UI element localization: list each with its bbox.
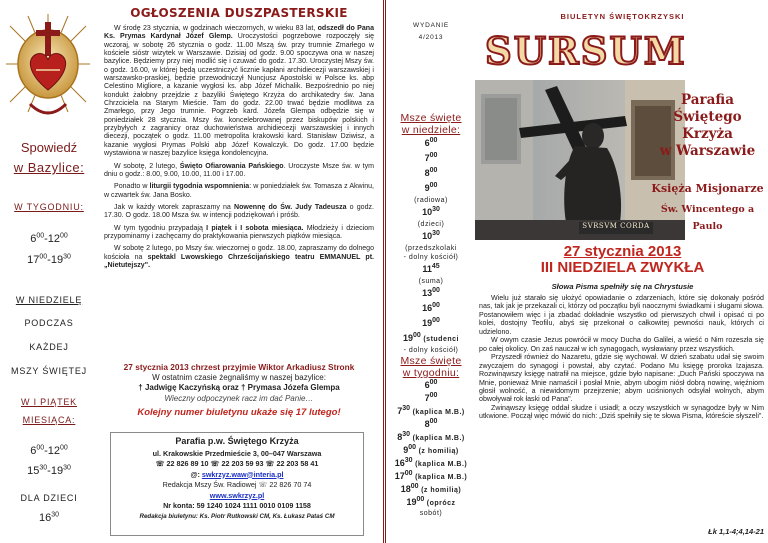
first-friday-label-2: MIESIĄCA: xyxy=(22,415,76,425)
confession-location: w Bazylice: xyxy=(13,160,85,175)
gospel-paragraph-2: W owym czasie Jezus powrócił w mocy Ducha do Galilei, a wieść o Nim rozeszła się po całej okolicy. On zaś nauczał w ich synagogach, wysławiany przez wszystkich. xyxy=(479,336,764,353)
gospel-title: Słowa Pisma spełniły się na Chrystusie xyxy=(551,282,694,291)
gospel-reference: Łk 1,1-4;4,14-21 xyxy=(708,527,764,536)
sunday-label-3: KAŻDEJ xyxy=(29,342,69,352)
parish-name: Parafia p.w. Świętego Krzyża xyxy=(175,436,299,446)
radio-contact: Redakcja Mszy Św. Radiowej ☏ 22 826 70 74 xyxy=(162,480,312,489)
confession-heading: Spowiedź xyxy=(20,140,78,155)
gospel-paragraph-1: Wielu już starało się ułożyć opowiadanie o zdarzeniach, które się dokonały pośród nas, tak jak je przekazali ci, którzy od początku byli naocznymi świadkami i sługami słowa. Postanowiłem więc i ja zbadać dokładnie wszystko od pierwszych chwil i opisać ci po kolei, dostojny Teofilu, abyś się przekonał o całkowitej pewności nauk, których ci udzielono. xyxy=(479,294,764,336)
first-friday-label: W I PIĄTEK xyxy=(20,397,77,407)
bulletin-label: BIULETYN ŚWIĘTOKRZYSKI xyxy=(560,12,685,21)
parish-phones: ☏ 22 826 89 10 ☏ 22 203 59 93 ☏ 22 203 58 41 xyxy=(155,459,319,468)
date-line: 27 stycznia 2013 xyxy=(563,243,682,260)
announcement-4: Jak w każdy wtorek zapraszamy na Nowennę do Św. Judy Tadeusza o godz. 17.30. O godz. 18.00 Msza św. w intencji podziękowań i próśb. xyxy=(104,203,374,220)
statue-plate: SVRSVM CORDA xyxy=(579,222,653,234)
parish-email-link[interactable]: swkrzyz.waw@interia.pl xyxy=(201,469,284,479)
parish-website-link[interactable]: www.swkrzyz.pl xyxy=(209,490,265,500)
sunday-masses: Msze święte w niedziele: $6^{00}$ $7^{00}$ $8^{00}$ $9^{00}$ (radiowa) $10^{30}$ (dzieci) $10^{30}$ (przedszkolaki - dolny kościół) $11^{45}$ (suma) $13^{00}$ $16^{00}$ $19^{00}$ $19^{00}$ (studenci - dolny kościół) Msze święte w tygodniu: $6^{00}$ $7^{00}$ $7^{30}$ (kaplica M.B.) $8^{00}$ $8^{30}$ (kaplica M.B.) $9^{00}$ (z homilią) $16^{30}$ (kaplica M.B.) $17^{00}$ (kaplica M.B.) $18^{00}$ (z homilią) $19^{00}$ (oprócz sobót) xyxy=(386,112,476,518)
gospel-paragraph-4: Zwinąwszy księgę oddał słudze i usiadł; a oczy wszystkich w synagodze były w Nim utkwione. Począł więc mówić do nich: „Dziś spełniły się te słowa Pisma, któreście słyszeli". xyxy=(479,403,764,421)
parish-email-row: @: swkrzyz.waw@interia.pl xyxy=(190,469,284,479)
date-heading xyxy=(477,244,768,276)
sunday-label-4: MSZY ŚWIĘTEJ xyxy=(11,366,87,376)
children-time: $16^{30}$ xyxy=(38,511,60,524)
order-subtitle: Św. Wincentego a Paulo xyxy=(660,204,755,232)
sunday-masses-heading-2: w niedziele: xyxy=(401,124,461,136)
next-issue-notice: Kolejny numer biuletynu ukaże się 17 lutego! xyxy=(137,407,341,418)
sunday-label-2: PODCZAS xyxy=(24,318,74,328)
confession-sidebar xyxy=(0,0,98,543)
parish-title-block xyxy=(647,92,768,235)
sacred-heart-emblem xyxy=(6,12,90,128)
announcements-column xyxy=(100,0,378,543)
farewell-intro: W ostatnim czasie żegnaliśmy w naszej bazylice: xyxy=(152,372,326,382)
anniversary-box xyxy=(100,362,378,419)
farewell-prayer: Wieczny odpoczynek racz im dać Panie… xyxy=(164,393,314,403)
front-page xyxy=(477,0,768,543)
weekday-time-1: $6^{00}-12^{00}$ xyxy=(30,232,68,245)
announcement-1: W środę 23 stycznia, w godzinach wieczornych, w wieku 83 lat, odszedł do Pana Ks. Prymas Kardynał Józef Glemp. Uroczystości pogrzebowe rozpoczęły się wczoraj, w sobotę 26 stycznia o godz. 11.00 Mszą św. przy trumnie Zmarłego w kościele sióstr wizytek w Warszawie. Dzisiaj od godz. 9.00 spoczywa ona w naszej bazylice. Będziemy przy niej modlić się i czuwać do godz. 17.30. Uroczystej Mszy św. o godz. 16.00, w której będą uczestniczyć licznie kapłani archidiecezji warszawskiej i warszawsko-praskiej, będzie przewodniczył Nuncjusz Apostolski w Polsce ks. abp Celestino Migliore, a kazanie wygłosi ks. abp Józef Michalik. Bezpośrednio po niej kondukt żałobny przejdzie z bazyliki Świętego Krzyża do archikatedry św. Jana Chrzciciela na Starym Mieście. Tam do godz. 22.00 trwać będzie modlitwa za Zmarłego, przy Jego trumnie. Pogrzeb kard. Józefa Glempa odbędzie się w poniedziałek 28 stycznia. Mszy św. koncelebrowanej przez biskupów polskich i przybyłych z zagranicy oraz duchowieństwa archidiecezji warszawskiej i innych diecezji, początek o godz. 11.00 metropolita krakowski kard. Stanisław Dziwisz, a kazanie wygłosi Prymas Polski abp Józef Kowalczyk. Do godz. 17.00 będzie wystawiona w naszej bazylice księga kondolencyjna. xyxy=(104,25,375,158)
issue-info: WYDANIE 4/2013 xyxy=(413,22,449,41)
announcement-6: W sobotę 2 lutego, po Mszy św. wieczornej o godz. 18.00, zapraszamy do dolnego kościoła na spektakl Lwowskiego Chrześcijańskiego teatru EMMANUEL pt. „Nietutejszy". xyxy=(104,245,375,269)
parish-title-1: Parafia xyxy=(681,92,734,108)
parish-address: ul. Krakowskie Przedmieście 3, 00–047 Warszawa xyxy=(152,448,322,458)
weekday-masses-heading: Msze święte xyxy=(400,355,462,367)
gospel-paragraph-3: Przyszedł również do Nazaretu, gdzie się wychował. W dzień szabatu udał się swoim zwyczajem do synagogi i powstał, aby czytać. Podano Mu księgę proroka Izajasza. Rozwinąwszy księgę natrafił na miejsce, gdzie było napisane: „Duch Pański spoczywa na Mnie, ponieważ Mnie namaścił i posłał Mnie, abym ubogim niósł dobrą nowinę, więźniom głosił wolność, a niewidomym przejrzenie; abym uciśnionych odsyłał wolnych, abym obwoływał rok łaski od Pana". xyxy=(479,353,764,404)
liturgical-day: III NIEDZIELA ZWYKŁA xyxy=(540,259,705,276)
announcement-2: W sobotę, 2 lutego, Święto Ofiarowania Pańskiego. Uroczyste Msze św. w tym dniu o godz.: 8.00, 9.00, 10.00, 11.00 i 17.00. xyxy=(104,162,374,178)
bank-account: Nr konta: 59 1240 1024 1111 0010 0109 1158 xyxy=(163,501,311,510)
mass-schedule-column xyxy=(383,0,476,543)
editors: Redakcja biuletynu: Ks. Piotr Rutkowski CM, Ks. Łukasz Pataś CM xyxy=(139,512,335,520)
weekday-time-2: $17^{00}-19^{30}$ xyxy=(27,253,71,266)
order-title: Księża Misjonarze xyxy=(651,182,764,195)
children-label: DLA DZIECI xyxy=(20,493,78,503)
parish-contact-box xyxy=(110,432,364,536)
masthead-title: SURSUM xyxy=(485,29,687,73)
sunday-label: W NIEDZIELĘ xyxy=(15,295,83,305)
friday-time-2: $15^{30}-19^{30}$ xyxy=(27,464,71,477)
weekday-masses-heading-2: w tygodniu: xyxy=(402,367,460,379)
announcement-5: W tym tygodniu przypadają I piątek i I sobota miesiąca. Młodzieży i dzieciom przypominamy i zachęcamy do praktykowania pierwszych piątków miesiąca. xyxy=(104,224,375,240)
gospel-text xyxy=(479,294,764,421)
baptism-notice: 27 stycznia 2013 chrzest przyjmie Wiktor Arkadiusz Stronk xyxy=(123,362,355,372)
announcement-3: Ponadto w liturgii tygodnia wspomnienia: w poniedziałek św. Tomasza z Akwinu, w czwartek św. Jana Bosko. xyxy=(104,183,374,199)
parish-title-3: w Warszawie xyxy=(659,143,756,159)
sunday-masses-heading: Msze święte xyxy=(400,112,462,124)
farewell-names: † Jadwigę Kaczyńską oraz † Prymasa Józefa Glempa xyxy=(138,383,340,392)
announcements-title: OGŁOSZENIA DUSZPASTERSKIE xyxy=(130,6,348,20)
parish-title-2: Świętego Krzyża xyxy=(673,109,742,142)
announcements-body xyxy=(104,25,374,274)
friday-time-1: $6^{00}-12^{00}$ xyxy=(30,444,68,457)
weekday-label: W TYGODNIU: xyxy=(14,202,84,212)
